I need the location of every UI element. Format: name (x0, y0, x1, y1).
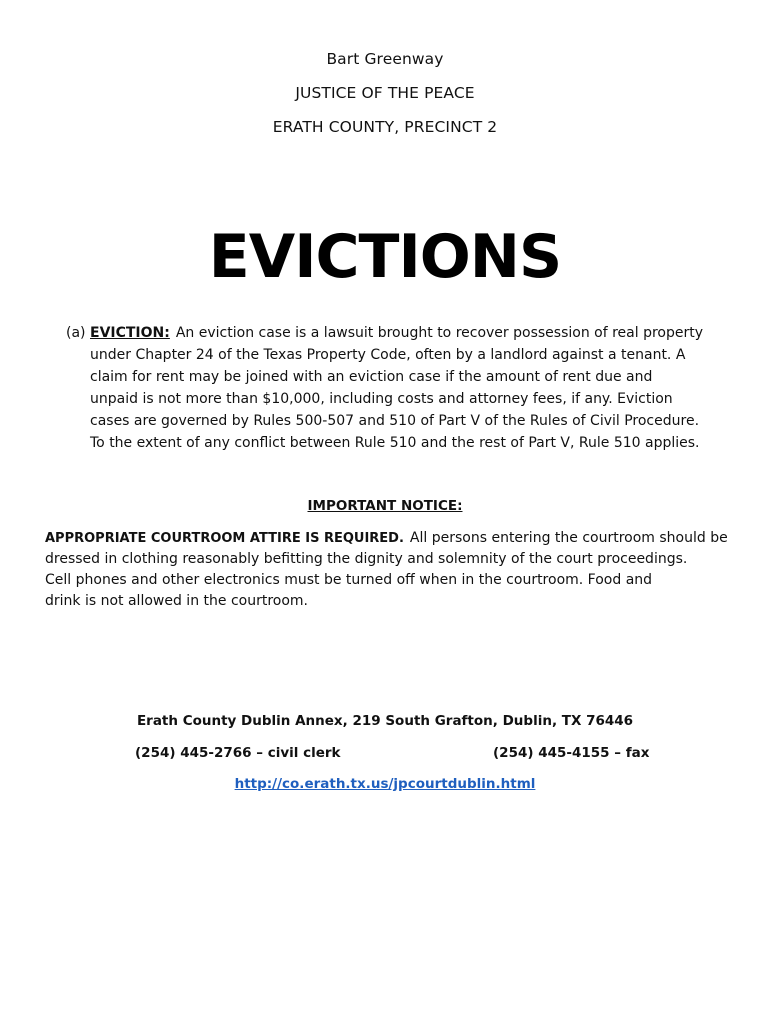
eviction-line-5: cases are governed by Rules 500-507 and 510 of Part V of the Rules of Civil Procedure. (90, 413, 700, 429)
eviction-definition-body (90, 322, 736, 454)
eviction-line-1: EVICTION: An eviction case is a lawsuit brought to recover possession of real property (90, 325, 704, 341)
office-title: JUSTICE OF THE PEACE (295, 84, 475, 102)
notice-body (45, 528, 735, 612)
notice-line-3: Cell phones and other electronics must be turned off when in the courtroom. Food and (45, 572, 653, 588)
eviction-line-4: unpaid is not more than $10,000, including costs and attorney fees, if any. Eviction (90, 391, 673, 407)
civil-clerk-phone: (254) 445-2766 – civil clerk (135, 745, 341, 761)
eviction-line-3: claim for rent may be joined with an eviction case if the amount of rent due and (90, 369, 653, 385)
eviction-term: EVICTION: (90, 325, 170, 341)
notice-line-4: drink is not allowed in the courtroom. (45, 593, 308, 609)
court-website-link[interactable]: http://co.erath.tx.us/jpcourtdublin.html (234, 776, 536, 792)
notice-heading: IMPORTANT NOTICE: (307, 498, 463, 514)
fax-number: (254) 445-4155 – fax (493, 745, 650, 761)
jurisdiction: ERATH COUNTY, PRECINCT 2 (272, 118, 498, 136)
court-address: Erath County Dublin Annex, 219 South Grafton, Dublin, TX 76446 (136, 713, 634, 729)
eviction-definition-section (66, 322, 736, 454)
section-marker: (a) (66, 325, 86, 341)
notice-line-2: dressed in clothing reasonably befitting the dignity and solemnity of the court proceedings. (45, 551, 688, 567)
eviction-line-6: To the extent of any conflict between Rule 510 and the rest of Part V, Rule 510 applies. (90, 435, 700, 451)
website-row (0, 776, 770, 792)
attire-requirement: APPROPRIATE COURTROOM ATTIRE IS REQUIRED. (45, 531, 404, 546)
page-title: EVICTIONS (208, 222, 562, 292)
eviction-line-2: under Chapter 24 of the Texas Property Code, often by a landlord against a tenant. A (90, 347, 686, 363)
judge-name: Bart Greenway (326, 50, 444, 68)
notice-line-1: APPROPRIATE COURTROOM ATTIRE IS REQUIRED. All persons entering the courtroom should be (45, 530, 728, 546)
